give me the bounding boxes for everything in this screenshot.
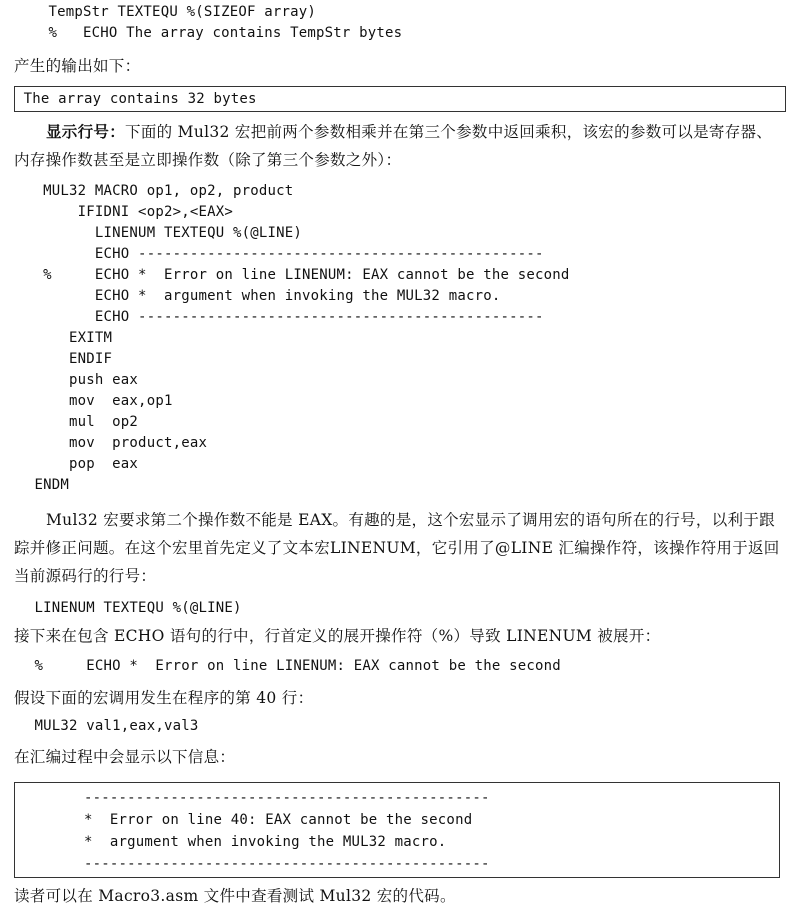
tempstr-line-1: TempStr TEXTEQU %(SIZEOF array)	[14, 4, 317, 20]
code-line: push eax	[0, 372, 139, 388]
code-line: MUL32 MACRO op1, op2, product	[0, 183, 294, 199]
message-line: -----------------------------------------------	[15, 790, 490, 806]
message-line: -----------------------------------------------	[15, 856, 490, 872]
code-line: EXITM	[0, 330, 113, 346]
code-line: LINENUM TEXTEQU %(@LINE)	[0, 225, 303, 241]
message-box-text	[15, 787, 779, 875]
linenum-code: LINENUM TEXTEQU %(@LINE)	[0, 600, 242, 616]
output-intro: 产生的输出如下：	[14, 57, 141, 75]
tempstr-code	[14, 2, 402, 44]
mul32-explain-paragraph: Mul32 宏要求第二个操作数不能是 EAX。有趣的是，这个宏显示了调用宏的语句所在的行号，以利于跟踪并修正问题。在这个宏里首先定义了文本宏LINENUM，它引用了@LINE 汇编操作符，该操作符用于返回当前源码行的行号：	[14, 511, 780, 585]
echo-code: % ECHO * Error on line LINENUM: EAX cannot be the second	[0, 658, 561, 674]
code-line: mov eax,op1	[0, 393, 173, 409]
message-line: * argument when invoking the MUL32 macro.	[15, 834, 447, 850]
output-box	[14, 86, 786, 112]
display-line-heading: 显示行号：	[46, 122, 126, 141]
assembly-paragraph: 在汇编过程中会显示以下信息：	[14, 748, 236, 766]
expand-paragraph: 接下来在包含 ECHO 语句的行中，行首定义的展开操作符（%）导致 LINENUM 被展开：	[14, 627, 661, 645]
call-code: MUL32 val1,eax,val3	[0, 718, 199, 734]
output-box-text: The array contains 32 bytes	[15, 91, 257, 107]
code-line: IFIDNI <op2>,<EAX>	[0, 204, 233, 220]
code-line: ECHO -----------------------------------------------	[0, 246, 544, 262]
message-line: * Error on line 40: EAX cannot be the second	[15, 812, 473, 828]
code-line: mov product,eax	[0, 435, 208, 451]
code-line: ECHO * argument when invoking the MUL32 macro.	[0, 288, 501, 304]
mul32-macro-code	[0, 181, 570, 496]
code-line: pop eax	[0, 456, 139, 472]
code-line: ECHO -----------------------------------------------	[0, 309, 544, 325]
tempstr-line-2: % ECHO The array contains TempStr bytes	[14, 25, 403, 41]
display-line-paragraph	[14, 118, 785, 174]
closing-paragraph: 读者可以在 Macro3.asm 文件中查看测试 Mul32 宏的代码。	[14, 887, 456, 905]
code-line: % ECHO * Error on line LINENUM: EAX cannot be the second	[0, 267, 570, 283]
code-line: ENDIF	[0, 351, 113, 367]
assembly-message-box	[14, 782, 780, 878]
code-line: mul op2	[0, 414, 139, 430]
code-line: ENDM	[0, 477, 70, 493]
display-line-text: 下面的 Mul32 宏把前两个参数相乘并在第三个参数中返回乘积，该宏的参数可以是寄存器、内存操作数甚至是立即操作数（除了第三个参数之外）：	[14, 123, 773, 169]
assume-paragraph: 假设下面的宏调用发生在程序的第 40 行：	[14, 689, 314, 707]
